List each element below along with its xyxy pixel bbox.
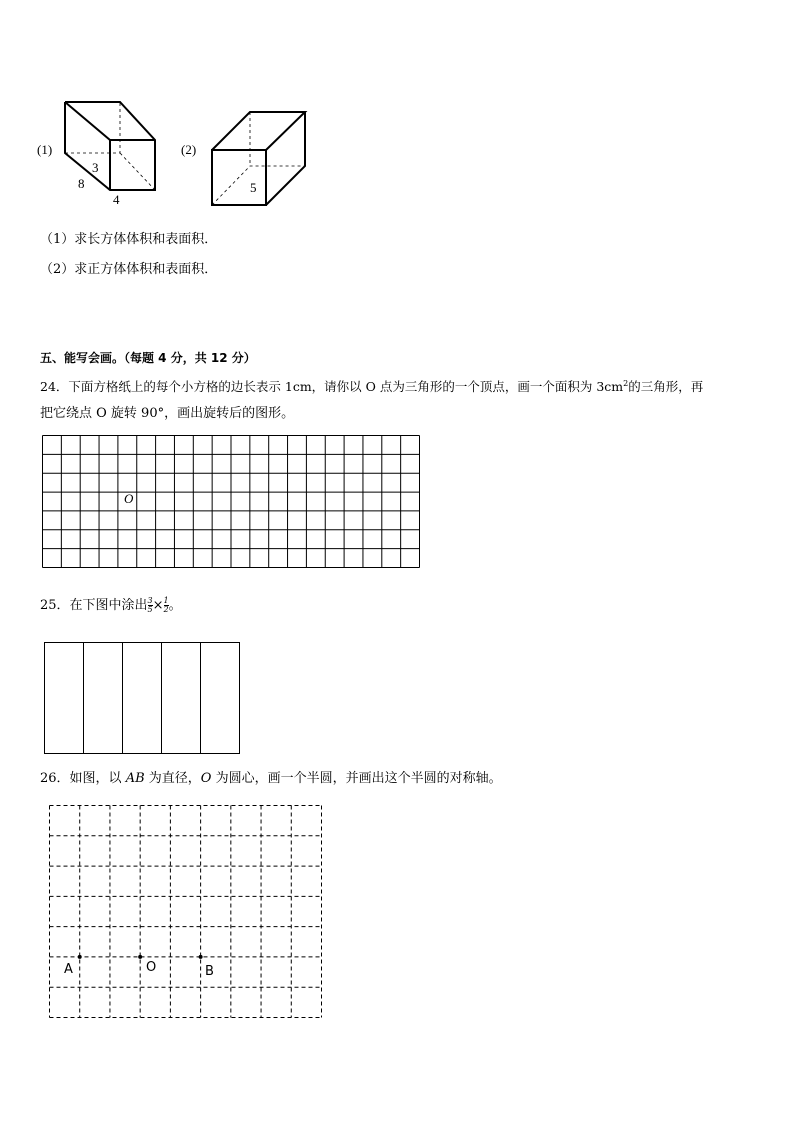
q26-rest: 为圆心，画一个半圆，并画出这个半圆的对称轴。 [211,771,502,786]
q25-suffix: 。 [168,598,182,613]
cuboid-height-label: 3 [92,160,99,175]
dashed-grid[interactable] [49,805,322,1018]
q26-o: O [200,771,212,786]
point-a-dot [78,955,82,959]
q25-prompt [40,597,182,614]
cube-edge-label: 5 [250,180,257,195]
rectangle-border [45,643,240,754]
q26-mid: 为直径， [144,771,201,786]
cuboid-depth-label: 8 [78,176,85,191]
point-o-label: O [124,491,134,506]
q23-part-1: （1）求长方体体积和表面积． [40,232,218,247]
point-o-dot [138,955,142,959]
frac2-denominator: 2 [163,605,169,614]
frac1-numerator: 3 [147,596,153,605]
shading-rectangle[interactable] [44,642,240,754]
q25-prefix: 25．在下图中涂出 [40,598,148,613]
figure-1-label: (1) [37,142,53,157]
cube-figure [0,0,794,220]
section-5-title: 五、能写会画。（每题 4 分，共 12 分） [40,351,256,365]
square-grid[interactable] [42,435,420,568]
point-o-center-label: O [146,960,157,975]
q24-line-1-text: 24．下面方格纸上的每个小方格的边长表示 1cm，请你以 O 点为三角形的一个顶点，画一个面积为 3cm [40,379,624,395]
q26-prompt [40,771,502,787]
q26-prefix: 26．如图，以 [40,771,126,786]
cuboid-width-label: 4 [113,192,120,207]
point-b-label: B [205,964,214,979]
point-b-dot [199,955,203,959]
q24-line-2: 把它绕点 O 旋转 90°，画出旋转后的图形。 [40,406,295,421]
point-a-label: A [64,962,73,977]
times-sign: × [152,598,164,613]
q24-superscript: 2 [623,379,629,388]
figure-2-label: (2) [181,142,197,157]
q26-ab: AB [125,771,145,786]
q23-part-2: （2）求正方体体积和表面积． [40,262,218,277]
q24-line-1 [40,376,703,395]
frac2-numerator: 1 [163,596,169,605]
frac1-denominator: 5 [147,605,153,614]
q24-line-1-tail: 的三角形，再 [628,379,704,395]
